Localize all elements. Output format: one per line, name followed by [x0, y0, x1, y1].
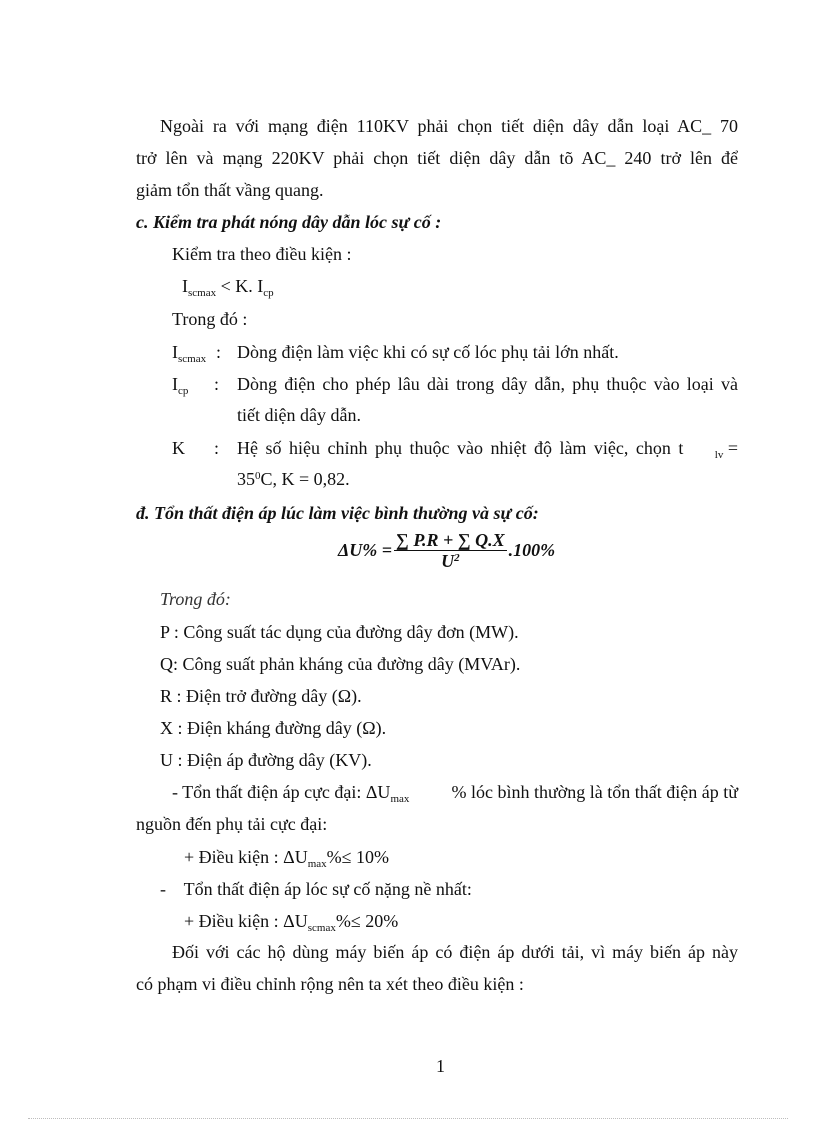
def-icp-symbol: $I_{cp}$ [172, 374, 189, 397]
formula-fraction [394, 530, 507, 571]
check-condition-label: Kiểm tra theo điều kiện : [172, 244, 352, 264]
page-number: 1 [436, 1056, 445, 1076]
def-iscmax-symbol: $I_{scmax}$ [172, 342, 207, 365]
fault-loss-line-1: - Tổn thất điện áp lóc sự cố nặng nề nhất: [160, 879, 472, 899]
fault-loss-condition: + Điều kiện : $\Delta U_{scmax}\%\le 20\%$ [184, 911, 399, 934]
paragraph-1-line-1: Ngoài ra với mạng điện 110KV phải chọn tiết diện dây dẫn loại AC_ 70 [160, 116, 738, 136]
def-r: R : Điện trở đường dây (Ω). [160, 686, 362, 706]
def-k-text-line-2: $35^0C$, K = 0,82. [237, 469, 350, 489]
condition-formula: $I_{scmax} < K$. $I_{cp}$ [182, 276, 274, 299]
max-loss-line-1: - Tổn thất điện áp cực đại: $\Delta U_{max}$ % lóc bình thường là tổn thất điện áp từ [172, 782, 738, 805]
def-u: U : Điện áp đường dây (KV). [160, 750, 372, 770]
heading-c: c. Kiểm tra phát nóng dây dẫn lóc sự cố : [136, 212, 442, 232]
max-loss-condition: + Điều kiện : $\Delta U_{max}\%\le 10\%$ [184, 847, 390, 870]
heading-d: đ. Tổn thất điện áp lúc làm việc bình thường và sự cố: [136, 503, 539, 523]
def-icp-colon: : [214, 374, 220, 394]
def-k-colon: : [214, 438, 220, 458]
def-icp-text-line-1: Dòng điện cho phép lâu dài trong dây dẫn, phụ thuộc vào loại và [237, 374, 738, 394]
paragraph-1-line-3: giảm tổn thất vầng quang. [136, 180, 324, 200]
def-k-text-line-1: Hệ số hiệu chỉnh phụ thuộc vào nhiệt độ làm việc, chọn t $_{lv}$ = [237, 438, 738, 461]
def-iscmax-colon: : [216, 342, 222, 362]
voltage-loss-formula [338, 530, 555, 570]
def-iscmax-text: Dòng điện làm việc khi có sự cố lóc phụ tải lớn nhất. [237, 342, 619, 362]
formula-lhs: ΔU% = [338, 539, 393, 560]
max-loss-line-2: nguồn đến phụ tải cực đại: [136, 814, 328, 834]
formula-denominator: $U^2$ [441, 550, 460, 571]
where-label-1: Trong đó : [172, 309, 248, 329]
def-icp-text-line-2: tiết diện dây dẫn. [237, 405, 361, 425]
formula-tail: .100% [508, 539, 556, 560]
def-k-symbol: K [172, 438, 185, 458]
where-label-2: Trong đó: [160, 589, 231, 609]
def-x: X : Điện kháng đường dây (Ω). [160, 718, 387, 738]
paragraph-1-line-2: trở lên và mạng 220KV phải chọn tiết diện dây dẫn tõ AC_ 240 trở lên để [136, 148, 738, 168]
bottom-divider [28, 1118, 788, 1119]
paragraph-last-line-1: Đối với các hộ dùng máy biến áp có điện áp dưới tải, vì máy biến áp này [172, 942, 738, 962]
def-p: P : Công suất tác dụng của đường dây đơn (MW). [160, 622, 519, 642]
def-q: Q: Công suất phản kháng của đường dây (MVAr). [160, 654, 521, 674]
paragraph-last-line-2: có phạm vi điều chỉnh rộng nên ta xét theo điều kiện : [136, 974, 524, 994]
formula-numerator: ∑ P.R + ∑ Q.X [396, 529, 505, 550]
